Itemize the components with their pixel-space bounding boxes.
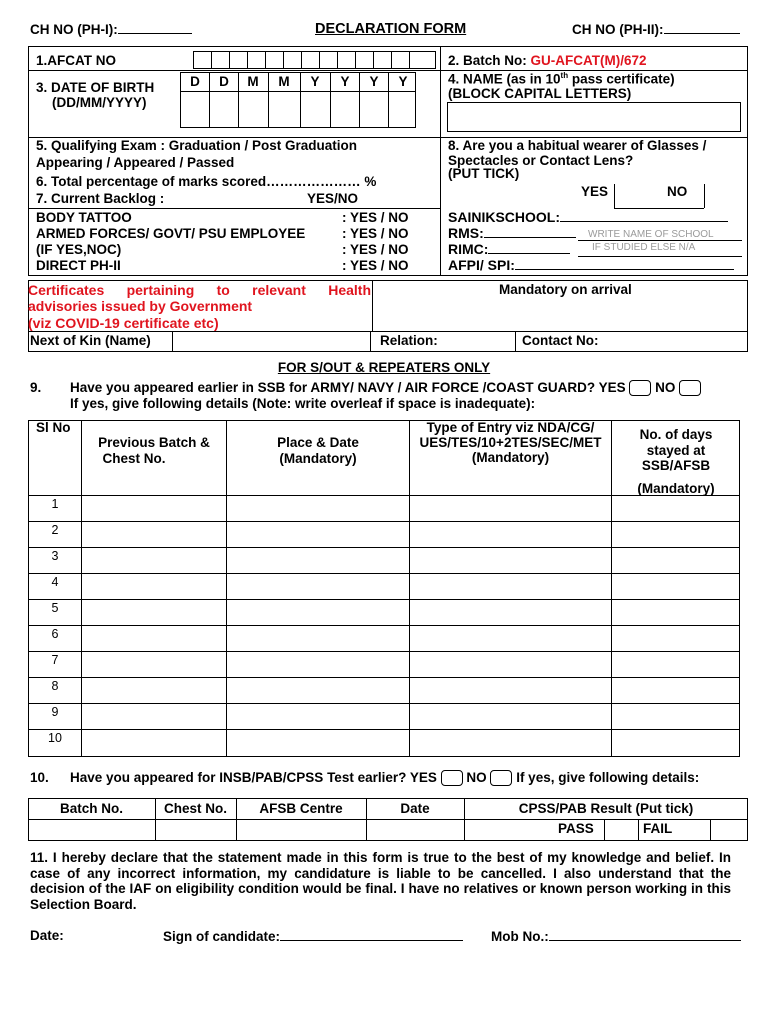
- q9-yes-checkbox[interactable]: [629, 380, 651, 396]
- next-of-kin: Next of Kin (Name): [30, 333, 151, 348]
- mandatory-arrival: Mandatory on arrival: [499, 282, 632, 297]
- q10-text: Have you appeared for INSB/PAB/CPSS Test earlier? YES NO If yes, give following details:: [70, 770, 700, 785]
- sainik-school: SAINIKSCHOOL:: [448, 209, 728, 225]
- table-row-number: 9: [51, 705, 59, 719]
- cert-line1: Certificates pertaining to relevant Health: [28, 282, 371, 298]
- rms: RMS:: [448, 225, 576, 241]
- table-row-number: 8: [51, 679, 59, 693]
- footer-mob: Mob No.:: [491, 928, 741, 944]
- q9-no-checkbox[interactable]: [679, 380, 701, 396]
- ch-no-ph1: CH NO (PH-I):: [30, 21, 192, 37]
- page-title: DECLARATION FORM: [315, 21, 467, 37]
- armed-yes-no[interactable]: : YES / NO: [342, 226, 409, 241]
- dob-letter: Y: [398, 74, 408, 89]
- tattoo-yes-no[interactable]: : YES / NO: [342, 210, 409, 225]
- name-field[interactable]: [447, 102, 741, 132]
- armed-forces: ARMED FORCES/ GOVT/ PSU EMPLOYEE: [36, 226, 306, 241]
- contact-no: Contact No:: [522, 333, 599, 348]
- name-label: 4. NAME (as in 10th pass certificate): [448, 71, 675, 87]
- dob-letter: M: [247, 74, 259, 89]
- q10-number: 10.: [30, 770, 49, 785]
- total-percentage: 6. Total percentage of marks scored………………… %: [36, 174, 377, 189]
- col-date: Date: [400, 801, 430, 816]
- batch-no: 2. Batch No: GU-AFCAT(M)/672: [448, 53, 647, 68]
- col-days-2: stayed at: [646, 443, 706, 458]
- ch-no-ph2: CH NO (PH-II):: [572, 21, 740, 37]
- col-place-date: Place & Date: [277, 435, 359, 450]
- table-row-number: 4: [51, 575, 59, 589]
- dob-letter: M: [278, 74, 290, 89]
- table-row-number: 3: [51, 549, 59, 563]
- table-row-number: 10: [48, 731, 62, 745]
- declaration-text: 11. I hereby declare that the statement made in this form is true to the best of my knowledge and belief. In case of any incorrect information, my candidature is liable to be cancelled. I also understand that the decision of the IAF on eligibility condition would be final. I have no relatives or known person working in this Selection Board.: [30, 850, 731, 912]
- glasses-question: 8. Are you a habitual wearer of Glasses /: [448, 138, 707, 153]
- cert-line2: advisories issued by Government: [28, 298, 253, 314]
- dob-format: (DD/MM/YYYY): [52, 95, 147, 110]
- col-batch-no: Batch No.: [59, 801, 123, 816]
- col-entry-type-2: UES/TES/10+2TES/SEC/MET: [419, 435, 602, 450]
- table-row-number: 5: [51, 601, 59, 615]
- dob-label: 3. DATE OF BIRTH: [36, 80, 155, 95]
- col-entry-mandatory: (Mandatory): [471, 450, 550, 465]
- col-prev-batch-2: Chest No.: [102, 451, 166, 466]
- q10-yes-checkbox[interactable]: [441, 770, 463, 786]
- table-row-number: 2: [51, 523, 59, 537]
- result-pass[interactable]: PASS: [558, 821, 594, 836]
- sout-heading: FOR S/OUT & REPEATERS ONLY: [277, 360, 491, 375]
- col-days-mandatory: (Mandatory): [637, 481, 715, 496]
- q9-line2: If yes, give following details (Note: write overleaf if space is inadequate):: [70, 396, 536, 411]
- direct-ph2: DIRECT PH-II: [36, 258, 121, 273]
- backlog-options[interactable]: YES/NO: [307, 191, 359, 206]
- footer-sign: Sign of candidate:: [163, 928, 463, 944]
- col-days: No. of days: [639, 427, 713, 442]
- glasses-question-2: Spectacles or Contact Lens?: [448, 153, 634, 168]
- glasses-tick: (PUT TICK): [448, 166, 520, 181]
- dob-letter: Y: [369, 74, 379, 89]
- q9-number: 9.: [30, 380, 42, 395]
- glasses-no[interactable]: NO: [667, 184, 688, 199]
- school-hint-2: IF STUDIED ELSE N/A: [592, 242, 696, 253]
- qualifying-status: Appearing / Appeared / Passed: [36, 155, 235, 170]
- glasses-yes[interactable]: YES: [581, 184, 609, 199]
- dob-letter: Y: [310, 74, 320, 89]
- table-row-number: 1: [51, 497, 59, 511]
- qualifying-exam: 5. Qualifying Exam : Graduation / Post Graduation: [36, 138, 358, 153]
- afpi-spi: AFPI/ SPI:: [448, 257, 734, 273]
- col-entry-type: Type of Entry viz NDA/CG/: [426, 420, 595, 435]
- q10-no-checkbox[interactable]: [490, 770, 512, 786]
- col-days-3: SSB/AFSB: [641, 458, 711, 473]
- body-tattoo: BODY TATTOO: [36, 210, 132, 225]
- col-sl-no: Sl No: [36, 420, 71, 435]
- footer-date: Date:: [30, 928, 64, 943]
- col-afsb-centre: AFSB Centre: [259, 801, 343, 816]
- q9-text: Have you appeared earlier in SSB for ARMY/ NAVY / AIR FORCE /COAST GUARD? YES NO: [70, 380, 701, 396]
- col-place-mandatory: (Mandatory): [279, 451, 357, 466]
- table-row-number: 7: [51, 653, 59, 667]
- dob-letter: D: [219, 74, 229, 89]
- rimc: RIMC:: [448, 241, 570, 257]
- if-yes-noc: (IF YES,NOC): [36, 242, 122, 257]
- school-hint: WRITE NAME OF SCHOOL: [588, 229, 714, 240]
- dob-letter: D: [190, 74, 200, 89]
- current-backlog: 7. Current Backlog :: [36, 191, 165, 206]
- name-block-caps: (BLOCK CAPITAL LETTERS): [448, 86, 632, 101]
- cert-line3: (viz COVID-19 certificate etc): [28, 315, 219, 331]
- noc-yes-no[interactable]: : YES / NO: [342, 242, 409, 257]
- dob-letter: Y: [340, 74, 350, 89]
- result-fail[interactable]: FAIL: [643, 821, 673, 836]
- relation: Relation:: [380, 333, 438, 348]
- direct-yes-no[interactable]: : YES / NO: [342, 258, 409, 273]
- col-result: CPSS/PAB Result (Put tick): [518, 801, 694, 816]
- table-row-number: 6: [51, 627, 59, 641]
- col-prev-batch: Previous Batch &: [98, 435, 210, 450]
- col-chest-no: Chest No.: [163, 801, 227, 816]
- afcat-no-label: 1.AFCAT NO: [36, 53, 116, 68]
